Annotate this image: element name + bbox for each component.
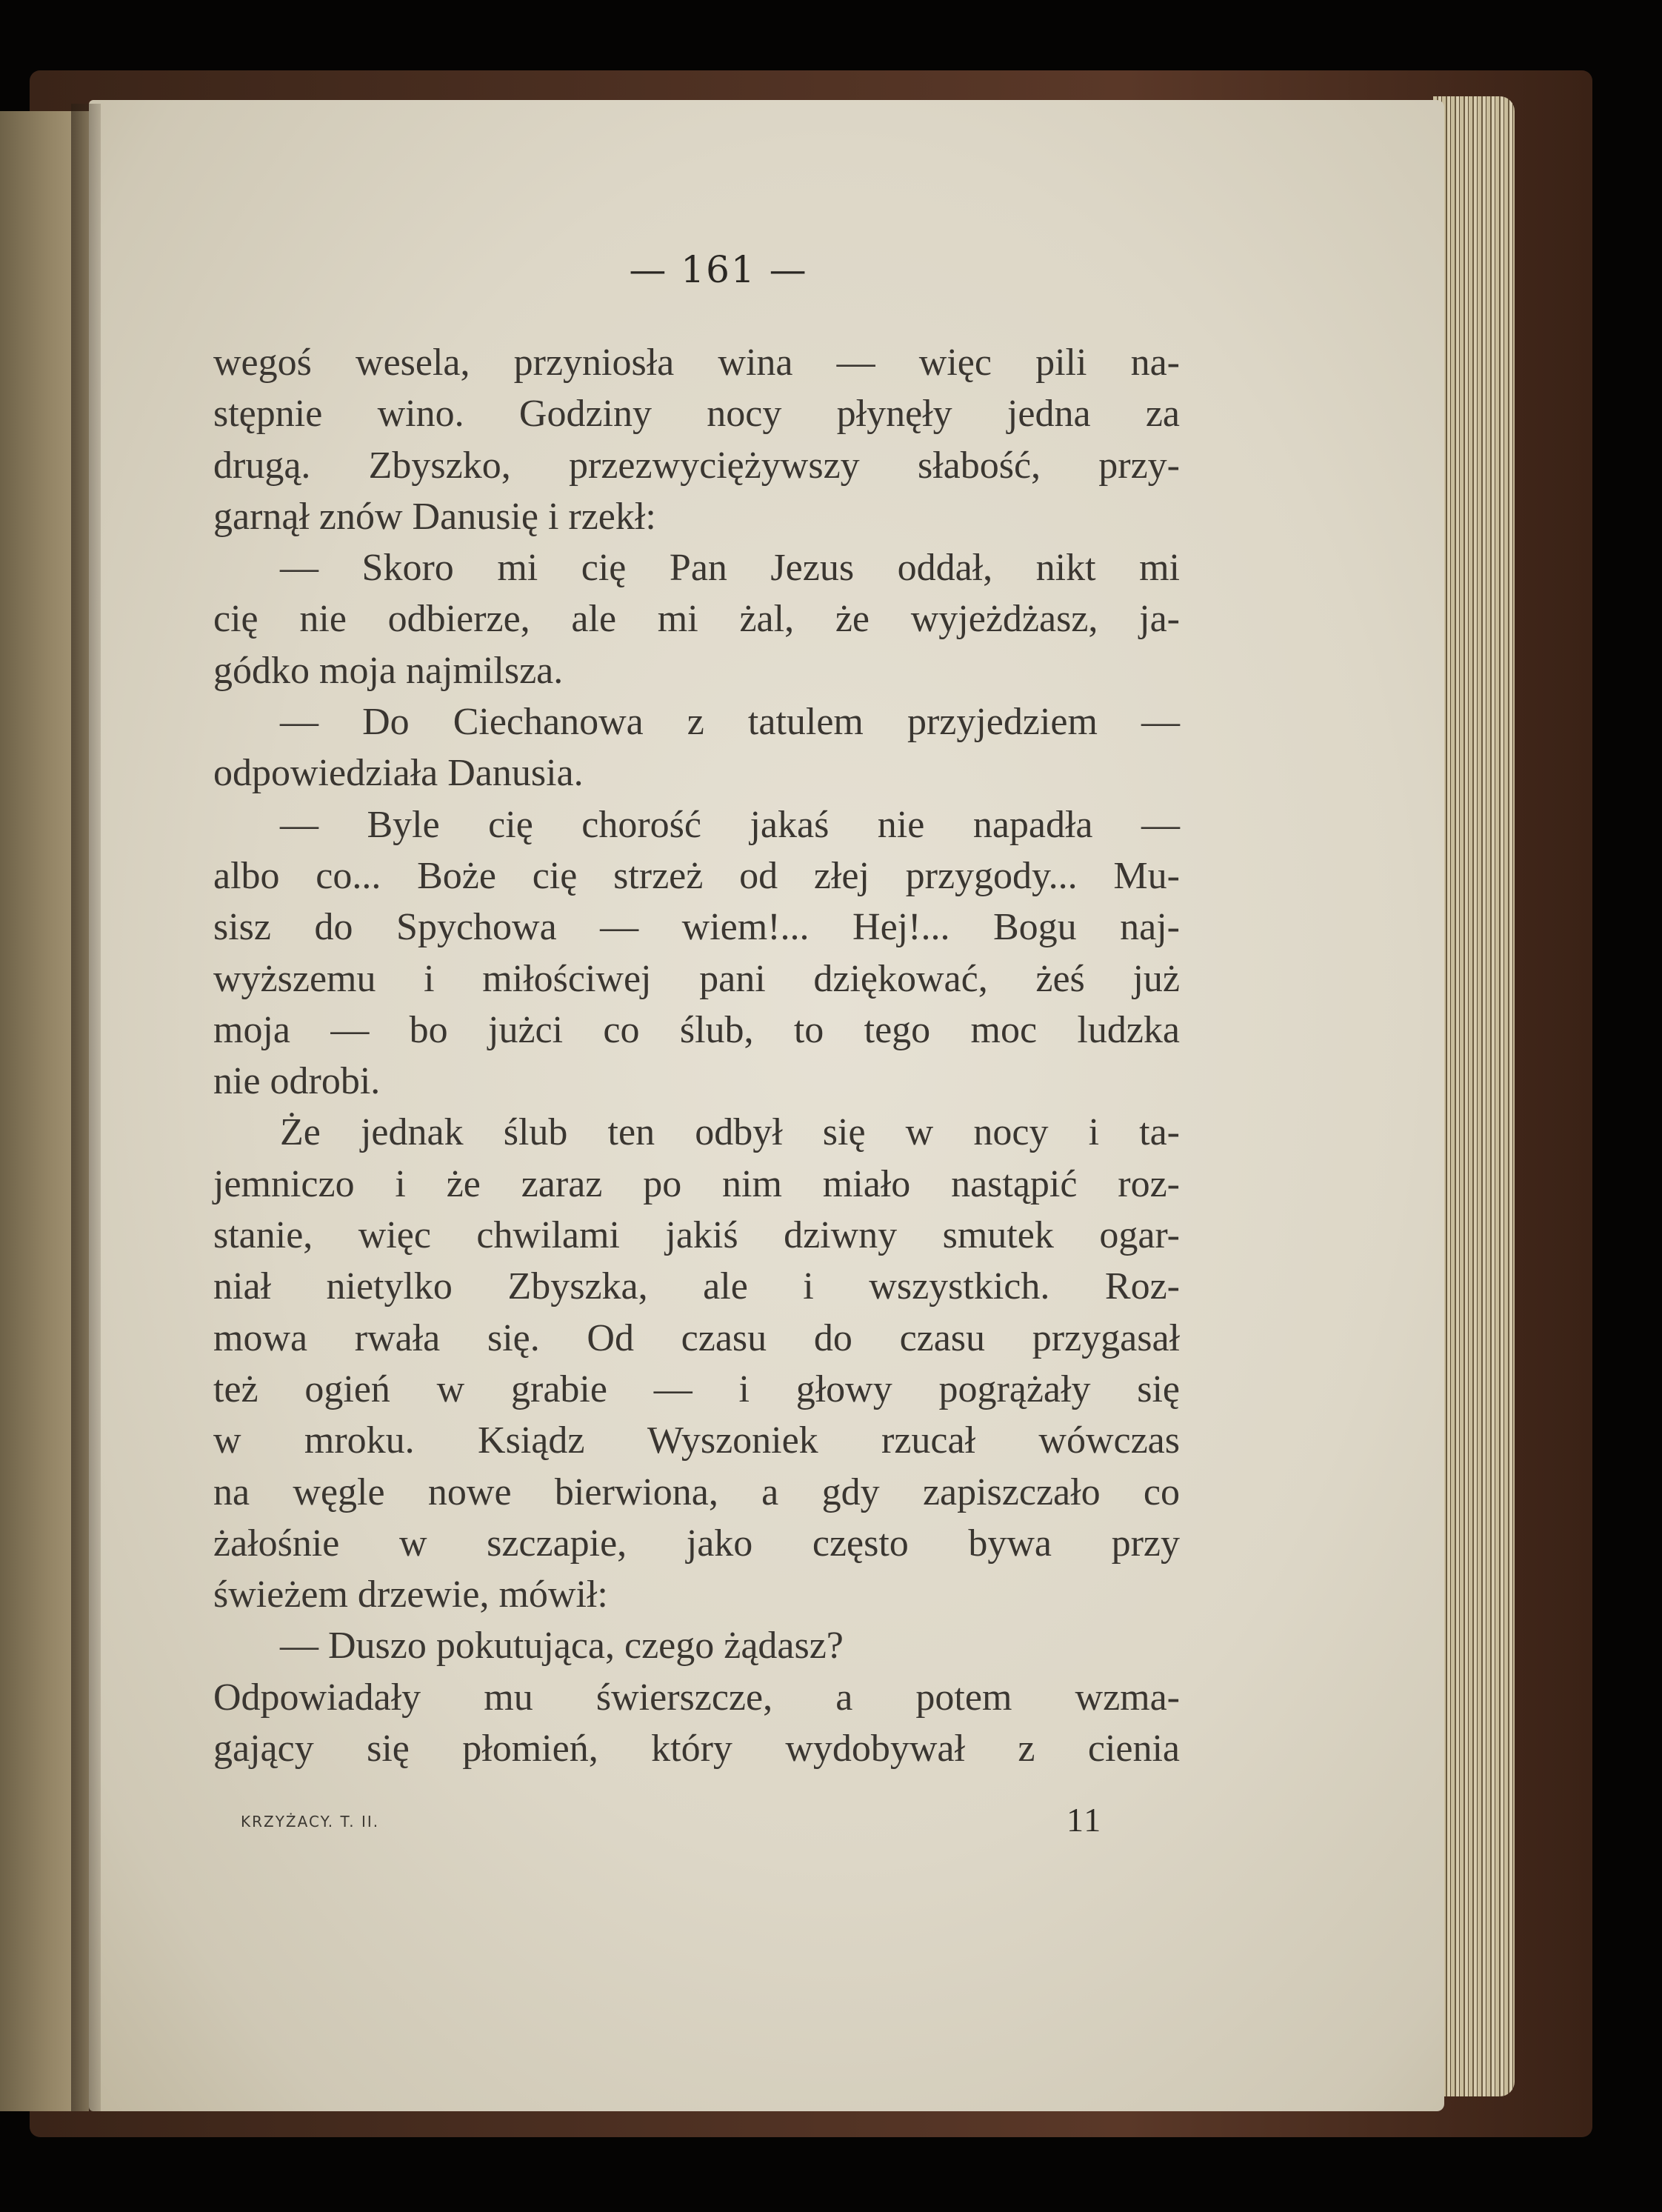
text-line: — Do Ciechanowa z tatulem przyjedziem — [280, 701, 1180, 744]
text-line: niał nietylko Zbyszka, ale i wszystkich. Roz- [213, 1265, 1180, 1308]
text-line: albo co... Boże cię strzeż od złej przygody... Mu- [213, 854, 1180, 897]
page-stack-edges [1433, 96, 1515, 2096]
text-line: Że jednak ślub ten odbył się w nocy i ta- [280, 1111, 1180, 1154]
text-line: odpowiedziała Danusia. [213, 752, 584, 795]
text-line: wegoś wesela, przyniosła wina — więc pili na- [213, 342, 1180, 384]
text-line: stępnie wino. Godziny nocy płynęły jedna za [213, 393, 1180, 436]
text-line: Odpowiadały mu świerszcze, a potem wzma- [213, 1676, 1180, 1719]
text-line: też ogień w grabie — i głowy pogrążały się [213, 1367, 1180, 1410]
text-line: mowa rwała się. Od czasu do czasu przygasał [213, 1316, 1180, 1359]
text-line: drugą. Zbyszko, przezwyciężywszy słabość, przy- [213, 444, 1180, 487]
text-line: świeżem drzewie, mówił: [213, 1573, 608, 1616]
text-line: gódko moja najmilsza. [213, 649, 564, 692]
text-line: wyższemu i miłościwej pani dziękować, żeś już [213, 957, 1180, 1000]
text-line: cię nie odbierze, ale mi żal, że wyjeżdżasz, ja- [213, 598, 1180, 641]
text-line: nie odrobi. [213, 1060, 381, 1103]
text-line: w mroku. Ksiądz Wyszoniek rzucał wówczas [213, 1419, 1180, 1462]
text-line: stanie, więc chwilami jakiś dziwny smutek ogar- [213, 1214, 1180, 1257]
signature-mark: KRZYŻACY. T. II. [241, 1813, 380, 1830]
text-line: — Byle cię chorość jakaś nie napadła — [280, 803, 1180, 846]
text-line: — Skoro mi cię Pan Jezus oddał, nikt mi [280, 547, 1180, 590]
text-line: jemniczo i że zaraz po nim miało nastąpić roz- [213, 1162, 1180, 1205]
text-line: na węgle nowe bierwiona, a gdy zapiszczało co [213, 1470, 1180, 1513]
text-line: sisz do Spychowa — wiem!... Hej!... Bogu naj- [213, 906, 1180, 949]
text-line: garnął znów Danusię i rzekł: [213, 495, 656, 538]
gathering-number: 11 [1067, 1801, 1103, 1839]
text-line: — Duszo pokutująca, czego żądasz? [280, 1625, 844, 1668]
text-line: moja — bo jużci co ślub, to tego moc ludzka [213, 1008, 1180, 1051]
text-line: żałośnie w szczapie, jako często bywa przy [213, 1522, 1180, 1565]
page-body [213, 337, 1180, 1774]
page-header: — 161 — [629, 248, 808, 291]
spine-gutter [71, 104, 101, 2111]
text-line: gający się płomień, który wydobywał z cienia [213, 1728, 1180, 1770]
